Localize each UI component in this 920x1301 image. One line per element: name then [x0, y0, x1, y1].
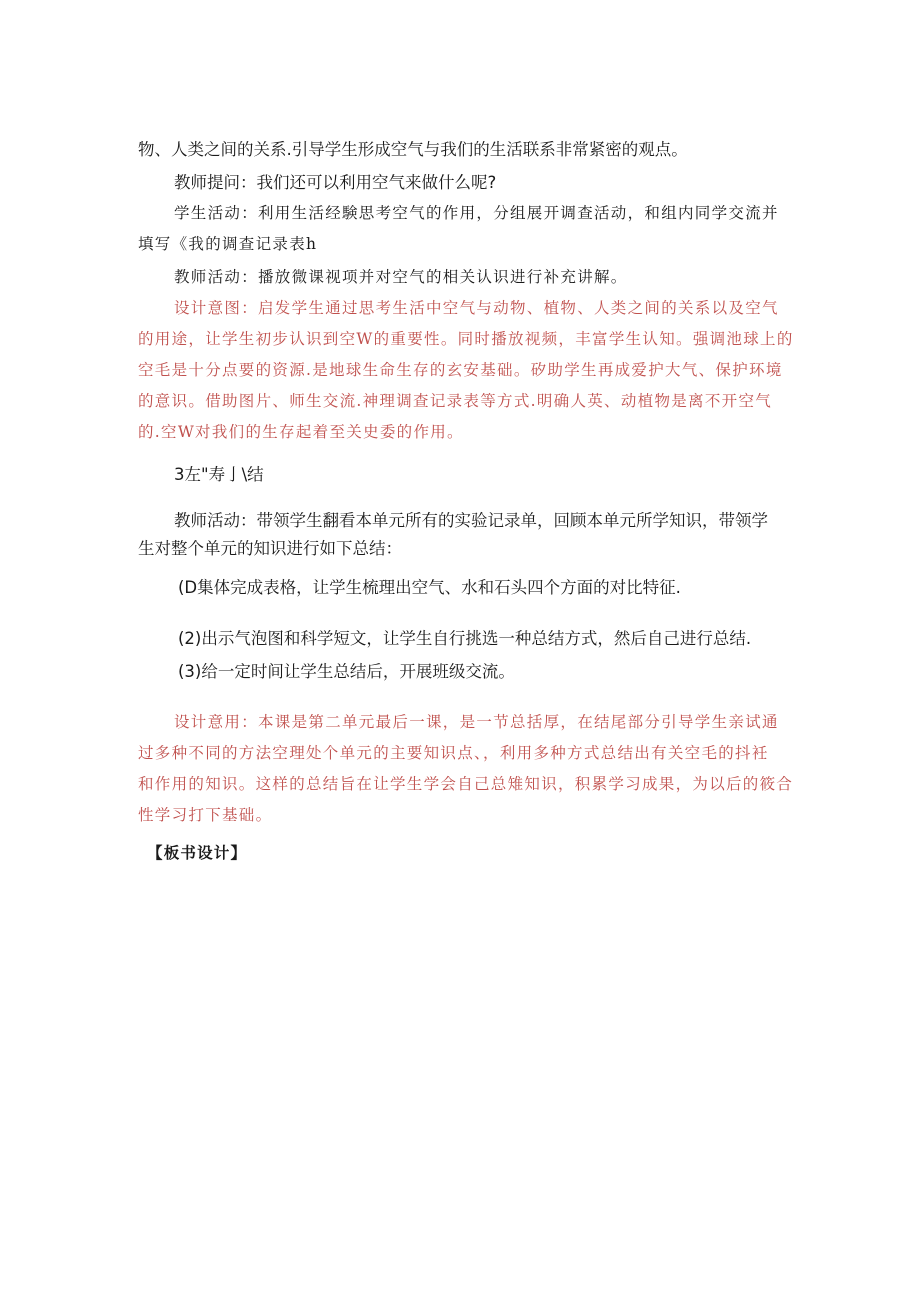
- paragraph-line: 过多种不同的方法空理处个单元的主要知识点、，利用多种方式总结出有关空毛的抖衽: [138, 744, 769, 762]
- text-line: 物、人类之间的关系.引导学生形成空气与我们的生活联系非常紧密的观点。: [138, 140, 688, 159]
- teacher-activity-2-line-2: 生对整个单元的知识进行如下总结：: [138, 539, 402, 558]
- teacher-question: 教师提问：我们还可以利用空气来做什么呢?: [174, 173, 497, 192]
- paragraph-line: 设计意用：本课是第二单元最后一课，是一节总括厚，在结尾部分引导学生亲试通: [174, 713, 779, 731]
- section-heading: 3左"寿亅\结: [174, 465, 264, 484]
- teacher-activity-1: [138, 262, 788, 293]
- paragraph-line: 和作用的知识。这样的总结旨在让学生学会自己总雉知识，积累学习成果，为以后的筱合: [138, 775, 794, 793]
- paragraph-line: 的.空W对我们的生存起着至关史委的作用。: [138, 423, 464, 441]
- board-design-heading: 【板书设计】: [147, 843, 248, 862]
- paragraph-line: 学生活动：利用生活经験思考空气的作用，分组展开调查活动，和组内同学交流并: [174, 204, 779, 222]
- teacher-activity-2-line-1: 教师活动：带领学生翻看本单元所有的实验记录单，回顾本单元所学知识，带领学: [174, 511, 768, 530]
- paragraph-line: 设计意图：启发学生通过思考生活中空气与动物、植物、人类之间的关系以及空气: [174, 299, 779, 317]
- paragraph-line: 填写《我的调查记录表h: [138, 235, 318, 253]
- student-activity-paragraph: [138, 198, 788, 260]
- paragraph-line: 性学习打下基础。: [138, 806, 273, 824]
- summary-item-3: (3)给一定时间让学生总结后，开展班级交流。: [178, 662, 515, 681]
- paragraph-line: 的用途，让学生初步认识到空W的重要性。同时播放视频，丰富学生认知。强调池球上的: [138, 330, 794, 348]
- paragraph-line: 空毛是十分点要的资源.是地球生命生存的玄安基础。矽助学生再成爱护大气、保护环境: [138, 361, 783, 379]
- design-intent-1: [138, 293, 794, 448]
- summary-item-2: (2)出示气泡图和科学短文，让学生自行挑选一种总结方式，然后自己进行总结.: [178, 629, 752, 648]
- paragraph-line: 的意识。借助图片、师生交流.神理调查记录表等方式.明确人英、动植物是离不开空气: [138, 392, 773, 410]
- summary-item-1: (D集体完成表格，让学生梳理出空气、水和石头四个方面的对比特征.: [178, 578, 681, 597]
- design-intent-2: [138, 707, 794, 831]
- paragraph-line: 教师活动：播放微课视项并对空气的相关认识进行补充讲解。: [174, 268, 628, 286]
